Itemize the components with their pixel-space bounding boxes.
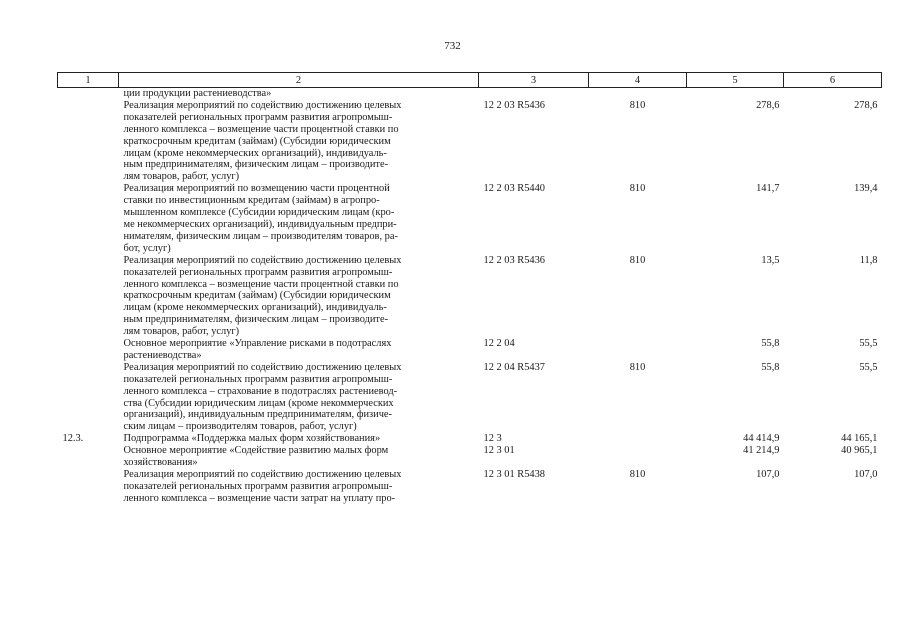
- row-code: 12 2 04: [483, 338, 515, 350]
- row-expense-type: [589, 445, 687, 469]
- row-value-col6: 40 965,1: [841, 445, 878, 457]
- description-line: мышленном комплексе (Субсидии юридическим лицам (кро-: [123, 207, 395, 219]
- description-line: краткосрочным кредитам (займам) (Субсидии юридическим: [123, 135, 391, 147]
- row-value-col5: [687, 88, 784, 100]
- row-value-col5: 44 414,9: [743, 433, 780, 445]
- description-line: краткосрочным кредитам (займам) (Субсидии юридическим: [123, 290, 391, 302]
- description-line: ским лицам – производителям товаров, работ, услуг): [123, 421, 357, 433]
- budget-table: [57, 72, 882, 505]
- row-value-col5: 41 214,9: [743, 445, 780, 457]
- row-value-col6: 55,5: [859, 338, 878, 350]
- description-line: Реализация мероприятий по возмещению части процентной: [123, 183, 390, 195]
- row-number: 12.3.: [62, 433, 84, 445]
- row-description: [119, 88, 479, 100]
- description-line: хозяйствования»: [123, 457, 198, 469]
- row-code: 12 3: [483, 433, 502, 445]
- description-line: показателей региональных программ развития агропромыш-: [123, 480, 393, 492]
- description-line: ным предпринимателям, физическим лицам – производите-: [123, 314, 389, 326]
- description-line: Реализация мероприятий по содействию достижению целевых: [123, 361, 402, 373]
- description-line: ленного комплекса – страхование в подотраслях растениевод-: [123, 385, 398, 397]
- row-description: [119, 338, 479, 362]
- description-line: Реализация мероприятий по содействию достижению целевых: [123, 99, 402, 111]
- row-number: [58, 445, 119, 469]
- row-value-col6: 278,6: [854, 99, 878, 111]
- description-line: ства (Субсидии юридическим лицам (кроме некоммерческих: [123, 397, 394, 409]
- row-value-col6: 11,8: [859, 254, 878, 266]
- row-value-col5: 278,6: [756, 99, 780, 111]
- row-expense-type: 810: [629, 99, 646, 111]
- row-number: [58, 255, 119, 338]
- description-line: лям товаров, работ, услуг): [123, 171, 240, 183]
- description-line: показателей региональных программ развития агропромыш-: [123, 373, 393, 385]
- row-description: [119, 445, 479, 469]
- description-line: ставки по инвестиционным кредитам (займам) в агропро-: [123, 195, 380, 207]
- row-expense-type: 810: [629, 469, 646, 480]
- description-line: ным предпринимателям, физическим лицам – производите-: [123, 159, 389, 171]
- description-line: Основное мероприятие «Содействие развитию малых форм: [123, 445, 389, 457]
- table-row: [58, 100, 882, 183]
- row-value-col5: 55,8: [761, 338, 780, 350]
- row-expense-type: [589, 433, 687, 445]
- row-value-col5: 141,7: [756, 183, 780, 195]
- row-value-col6: 55,5: [859, 361, 878, 373]
- table-row: [58, 445, 882, 469]
- row-expense-type: 810: [629, 183, 646, 195]
- description-line: нимателям, физическим лицам – производителям товаров, ра-: [123, 230, 398, 242]
- table-row: [58, 433, 882, 445]
- description-line: бот, услуг): [123, 242, 171, 254]
- description-line: показателей региональных программ развития агропромыш-: [123, 111, 393, 123]
- row-code: 12 2 03 R5436: [483, 99, 545, 111]
- description-line: Основное мероприятие «Управление рисками в подотраслях: [123, 338, 392, 350]
- row-description: [119, 100, 479, 183]
- description-line: Реализация мероприятий по содействию достижению целевых: [123, 254, 402, 266]
- description-line: организаций), индивидуальным предпринимателям, физиче-: [123, 409, 393, 421]
- row-number: [58, 469, 119, 505]
- header-col-3: 3: [479, 73, 589, 88]
- description-line: растениеводства»: [123, 349, 202, 361]
- table-row: [58, 362, 882, 433]
- row-expense-type: [589, 338, 687, 362]
- row-value-col5: 107,0: [756, 469, 780, 480]
- row-value-col6: 107,0: [854, 469, 878, 480]
- table-header: [58, 73, 882, 88]
- row-number: [58, 362, 119, 433]
- description-line: лицам (кроме некоммерческих организаций), индивидуаль-: [123, 147, 387, 159]
- row-description: [119, 255, 479, 338]
- row-description: [119, 183, 479, 254]
- table-body: [58, 88, 882, 505]
- page-number: 732: [444, 40, 461, 52]
- description-line: Реализация мероприятий по содействию достижению целевых: [123, 469, 402, 480]
- row-description: [119, 362, 479, 433]
- header-col-4: 4: [589, 73, 687, 88]
- table-row: [58, 255, 882, 338]
- row-code: [479, 88, 589, 100]
- row-description: [119, 433, 479, 445]
- row-expense-type: 810: [629, 361, 646, 373]
- table-row: [58, 469, 882, 505]
- row-expense-type: 810: [629, 254, 646, 266]
- row-number: [58, 338, 119, 362]
- table-row: [58, 338, 882, 362]
- row-code: 12 3 01: [483, 445, 515, 457]
- row-value-col6: [784, 88, 882, 100]
- description-line: ленного комплекса – возмещение части затрат на уплату про-: [123, 492, 396, 504]
- row-value-col5: 13,5: [761, 254, 780, 266]
- row-value-col6: 44 165,1: [841, 433, 878, 445]
- description-line: Подпрограмма «Поддержка малых форм хозяйствования»: [123, 433, 381, 445]
- row-code: 12 2 04 R5437: [483, 361, 545, 373]
- header-col-1: 1: [58, 73, 119, 88]
- row-code: 12 3 01 R5438: [483, 469, 545, 480]
- description-line: лям товаров, работ, услуг): [123, 326, 240, 338]
- description-line: ме некоммерческих организаций), индивидуальным предпри-: [123, 218, 397, 230]
- header-col-5: 5: [687, 73, 784, 88]
- row-code: 12 2 03 R5440: [483, 183, 545, 195]
- description-line: лицам (кроме некоммерческих организаций), индивидуаль-: [123, 302, 387, 314]
- description-line: ленного комплекса – возмещение части процентной ставки по: [123, 278, 399, 290]
- row-value-col6: 139,4: [854, 183, 878, 195]
- header-col-2: 2: [119, 73, 479, 88]
- table-row: [58, 183, 882, 254]
- description-line: ленного комплекса – возмещение части процентной ставки по: [123, 123, 399, 135]
- row-expense-type: [589, 88, 687, 100]
- row-number: [58, 183, 119, 254]
- description-line: ции продукции растениеводства»: [123, 88, 272, 99]
- row-value-col5: 55,8: [761, 361, 780, 373]
- row-number: [58, 88, 119, 100]
- header-col-6: 6: [784, 73, 882, 88]
- row-description: [119, 469, 479, 505]
- table-row: [58, 88, 882, 100]
- row-code: 12 2 03 R5436: [483, 254, 545, 266]
- description-line: показателей региональных программ развития агропромыш-: [123, 266, 393, 278]
- row-number: [58, 100, 119, 183]
